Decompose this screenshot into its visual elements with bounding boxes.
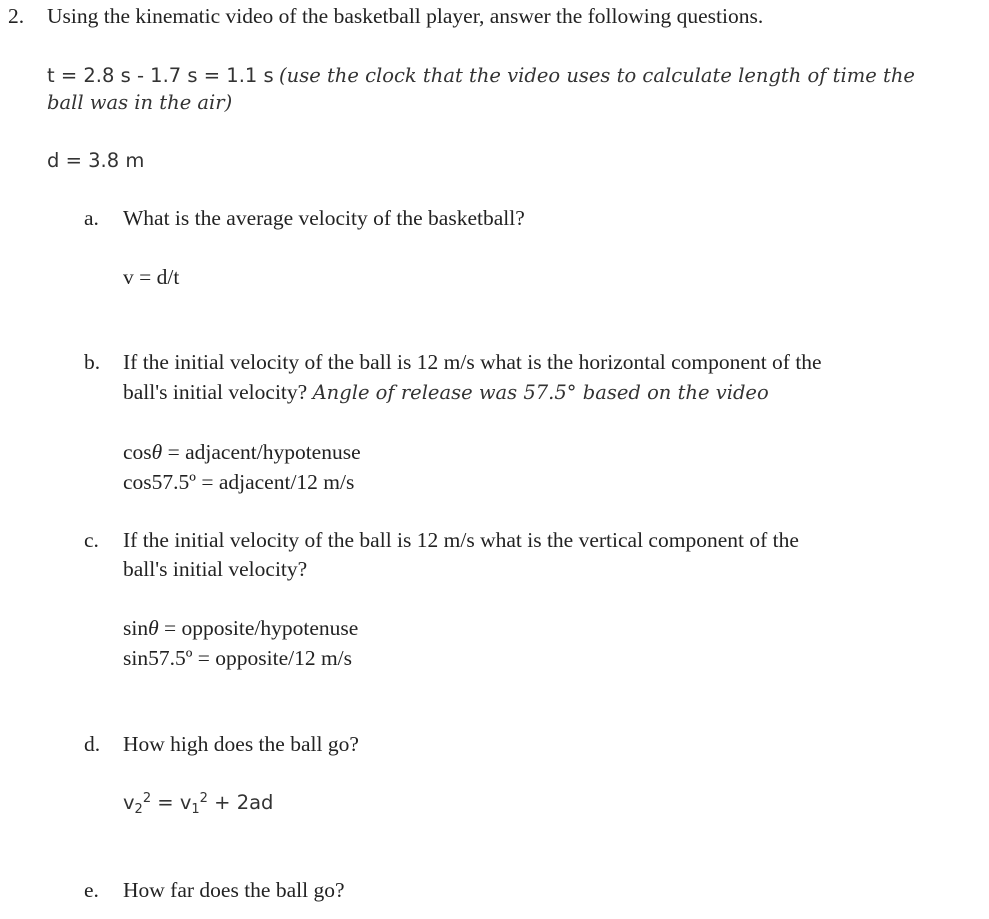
time-calc: t = 2.8 s - 1.7 s = 1.1 s: [47, 64, 274, 87]
eq-end: + 2ad: [207, 791, 274, 814]
part-c-question-line2: ball's initial velocity?: [123, 557, 308, 581]
time-note: (use the clock that the video uses to calculate length of time the: [279, 64, 915, 87]
distance: d = 3.8 m: [47, 149, 145, 172]
part-b-question-line1: If the initial velocity of the ball is 12 m/s what is the horizontal component of the: [123, 350, 822, 374]
part-d-label: d.: [84, 732, 101, 756]
part-d-question: How high does the ball go?: [123, 732, 359, 756]
part-a-work: v = d/t: [123, 265, 180, 289]
part-c-work1-func: sin: [123, 616, 149, 640]
part-c-work1-rest: = opposite/hypotenuse: [158, 616, 359, 640]
question-text: Using the kinematic video of the basketball player, answer the following questions.: [47, 4, 764, 28]
eq-sup-2: 2: [142, 791, 152, 806]
part-c-work1: [123, 616, 358, 641]
eq-sub-2: 2: [134, 802, 143, 817]
part-c-question-line1: If the initial velocity of the ball is 12 m/s what is the vertical component of the: [123, 528, 799, 552]
part-e-label: e.: [84, 878, 99, 902]
part-c-work1-var: θ: [148, 616, 159, 640]
time-note-cont: ball was in the air): [47, 91, 233, 114]
part-e-question: How far does the ball go?: [123, 878, 345, 902]
eq-v: v: [123, 791, 135, 814]
eq-sup-1: 2: [199, 791, 208, 806]
eq-mid: = v: [151, 791, 192, 814]
part-c-work2: sin57.5º = opposite/12 m/s: [123, 646, 353, 670]
part-b-work1-func: cos: [123, 440, 152, 464]
part-b-work2: cos57.5º = adjacent/12 m/s: [123, 470, 355, 494]
part-c-label: c.: [84, 528, 99, 552]
part-b-note: Angle of release was 57.5° based on the video: [312, 381, 769, 404]
part-a-question: What is the average velocity of the basketball?: [123, 206, 525, 230]
part-b-question-cont: ball's initial velocity?: [123, 380, 308, 404]
part-a-label: a.: [84, 206, 99, 230]
question-number: 2.: [8, 4, 25, 28]
part-b-work1-var: θ: [151, 440, 163, 464]
part-b-work1: [123, 440, 361, 465]
part-d-equation: [123, 791, 273, 817]
part-b-question-line2: [123, 380, 769, 405]
part-b-work1-rest: = adjacent/hypotenuse: [162, 440, 361, 464]
part-b-label: b.: [84, 350, 101, 374]
eq-sub-1: 1: [191, 802, 200, 817]
time-line: [47, 63, 915, 88]
